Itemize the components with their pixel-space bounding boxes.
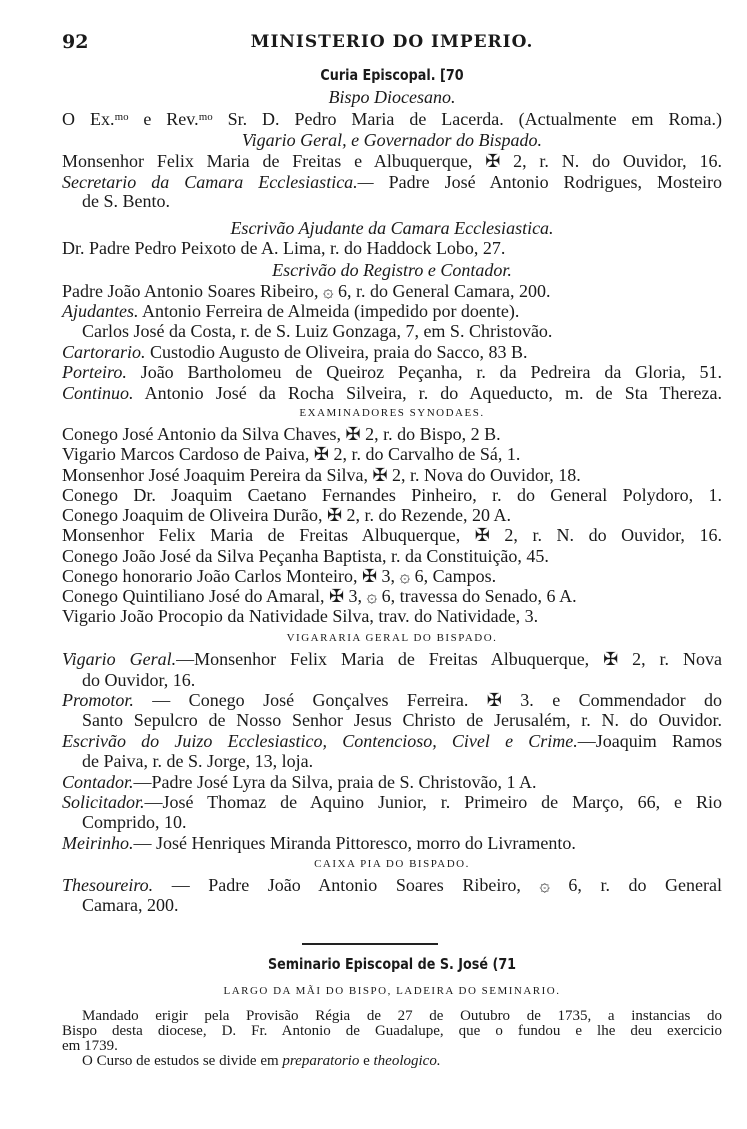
entry-text: — Conego José Gonçalves Ferreira. ✠ 3. e Commendador do xyxy=(152,690,723,710)
entry-meirinho xyxy=(62,832,722,854)
list-item: Monsenhor Felix Maria de Freitas Albuquerque, ✠ 2, r. N. do Ouvidor, 16. xyxy=(62,525,722,545)
entry-text: —Joaquim Ramos xyxy=(577,731,722,751)
paragraph-line: em 1739. xyxy=(62,1038,118,1054)
section-title-seminario xyxy=(112,953,673,975)
heading-vigario: Vigario Geral, e Governador do Bispado. xyxy=(241,130,543,150)
entry-text: — José Henriques Miranda Pittoresco, morro do Livramento. xyxy=(133,833,576,853)
running-title: MINISTERIO DO IMPERIO. xyxy=(250,32,534,52)
entry-secretario-cont: de S. Bento. xyxy=(82,191,170,211)
paragraph-line: Bispo desta diocese, D. Fr. Antonio de Guadalupe, que o fundou e lhe deu exercicio xyxy=(62,1023,722,1039)
entry-label: Continuo. xyxy=(62,383,134,403)
list-item: Conego José Antonio da Silva Chaves, ✠ 2, r. do Bispo, 2 B. xyxy=(62,424,501,444)
entry-label: Meirinho. xyxy=(62,833,134,853)
section-title-curia xyxy=(112,64,673,86)
paragraph-line xyxy=(82,1053,722,1069)
entry-escrivao-juizo-cont: de Paiva, r. de S. Jorge, 13, loja. xyxy=(82,751,314,771)
list-item: Conego Joaquim de Oliveira Durão, ✠ 2, r. do Rezende, 20 A. xyxy=(62,505,511,525)
entry-text: João Bartholomeu de Queiroz Peçanha, r. da Pedreira da Gloria, 51. xyxy=(140,362,723,382)
section-ref: [70 xyxy=(440,66,464,84)
list-item: Conego honorario João Carlos Monteiro, ✠ 3, ۞ 6, Campos. xyxy=(62,566,497,586)
heading-vigararia: VIGARARIA GERAL DO BISPADO. xyxy=(286,632,498,644)
entry-ajudante-2: Carlos José da Costa, r. de S. Luiz Gonzaga, 7, em S. Christovão. xyxy=(82,321,553,341)
entry-text: Antonio Ferreira de Almeida (impedido por doente). xyxy=(142,301,520,321)
entry-text: —José Thomaz de Aquino Junior, r. Primeiro de Março, 66, e Rio xyxy=(144,792,722,812)
heading-escrivao-ajudante: Escrivão Ajudante da Camara Ecclesiastica. xyxy=(230,218,554,238)
entry-continuo xyxy=(62,382,722,404)
entry-bispo: O Ex.ᵐᵒ e Rev.ᵐᵒ Sr. D. Pedro Maria de Lacerda. (Actualmente em Roma.) xyxy=(62,109,722,129)
section-ref: (71 xyxy=(492,955,517,973)
entry-solicitador-cont: Comprido, 10. xyxy=(82,812,187,832)
paragraph-italic: theologico. xyxy=(373,1053,441,1069)
section-title-text: Curia Episcopal. xyxy=(320,66,436,84)
heading-bispo: Bispo Diocesano. xyxy=(328,87,456,107)
entry-label: Vigario Geral. xyxy=(62,649,177,669)
entry-text: —Monsenhor Felix Maria de Freitas Albuquerque, ✠ 2, r. Nova xyxy=(176,649,722,669)
entry-solicitador xyxy=(62,791,722,813)
heading-caixa: CAIXA PIA DO BISPADO. xyxy=(314,858,470,870)
entry-escrivao-juizo xyxy=(62,730,722,752)
entry-label: Porteiro. xyxy=(62,362,127,382)
heading-examinadores: EXAMINADORES SYNODAES. xyxy=(299,407,485,419)
heading-escrivao-registro: Escrivão do Registro e Contador. xyxy=(272,260,512,280)
entry-label: Ajudantes. xyxy=(62,301,139,321)
entry-contador xyxy=(62,771,722,793)
entry-ajudantes xyxy=(62,300,722,322)
paragraph-line: Mandado erigir pela Provisão Régia de 27 de Outubro de 1735, a instancias do xyxy=(82,1008,722,1024)
list-item: Conego Dr. Joaquim Caetano Fernandes Pinheiro, r. do General Polydoro, 1. xyxy=(62,485,722,505)
list-item: Vigario João Procopio da Natividade Silva, trav. do Natividade, 3. xyxy=(62,606,539,626)
entry-promotor-cont: Santo Sepulcro de Nosso Senhor Jesus Christo de Jerusalém, r. N. do Ouvidor. xyxy=(82,710,722,730)
paragraph-italic: preparatorio xyxy=(282,1053,360,1069)
entry-label: Thesoureiro. xyxy=(62,875,154,895)
seminario-address: LARGO DA MÃI DO BISPO, LADEIRA DO SEMINARIO. xyxy=(223,985,561,997)
list-item: Conego Quintiliano José do Amaral, ✠ 3, ۞ 6, travessa do Senado, 6 A. xyxy=(62,586,577,606)
entry-porteiro xyxy=(62,361,722,383)
entry-label: Solicitador. xyxy=(62,792,145,812)
entry-vigario-geral xyxy=(62,648,722,670)
entry-escrivao-ajudante: Dr. Padre Pedro Peixoto de A. Lima, r. do Haddock Lobo, 27. xyxy=(62,238,506,258)
entry-vigario: Monsenhor Felix Maria de Freitas e Albuquerque, ✠ 2, r. N. do Ouvidor, 16. xyxy=(62,151,722,171)
entry-text: —Padre José Lyra da Silva, praia de S. Christovão, 1 A. xyxy=(133,772,537,792)
entry-label: Promotor. xyxy=(62,690,134,710)
page-number: 92 xyxy=(62,31,89,53)
paragraph-text: e xyxy=(363,1053,370,1069)
entry-text: Custodio Augusto de Oliveira, praia do Sacco, 83 B. xyxy=(150,342,528,362)
entry-label: Cartorario. xyxy=(62,342,146,362)
entry-thesoureiro xyxy=(62,874,722,896)
section-divider xyxy=(302,943,438,945)
paragraph-text: O Curso de estudos se divide em xyxy=(82,1053,279,1069)
entry-text: Antonio José da Rocha Silveira, r. do Aqueducto, m. de Sta Thereza. xyxy=(144,383,722,403)
entry-label: Contador. xyxy=(62,772,134,792)
entry-label: Secretario da Camara Ecclesiastica.— xyxy=(62,172,374,192)
list-item: Conego João José da Silva Peçanha Baptista, r. da Constituição, 45. xyxy=(62,546,549,566)
entry-escrivao-registro: Padre João Antonio Soares Ribeiro, ۞ 6, r. do General Camara, 200. xyxy=(62,281,551,301)
entry-label: Escrivão do Juizo Ecclesiastico, Contencioso, Civel e Crime. xyxy=(62,731,578,751)
section-title-text: Seminario Episcopal de S. José xyxy=(267,955,489,973)
list-item: Monsenhor José Joaquim Pereira da Silva, ✠ 2, r. Nova do Ouvidor, 18. xyxy=(62,465,581,485)
entry-promotor xyxy=(62,689,722,711)
list-item: Vigario Marcos Cardoso de Paiva, ✠ 2, r. do Carvalho de Sá, 1. xyxy=(62,444,521,464)
entry-vigario-geral-cont: do Ouvidor, 16. xyxy=(82,670,196,690)
entry-text: Padre José Antonio Rodrigues, Mosteiro xyxy=(388,172,722,192)
entry-text: — Padre João Antonio Soares Ribeiro, ۞ 6, r. do General xyxy=(171,875,722,895)
entry-thesoureiro-cont: Camara, 200. xyxy=(82,895,179,915)
entry-cartorario xyxy=(62,341,722,363)
